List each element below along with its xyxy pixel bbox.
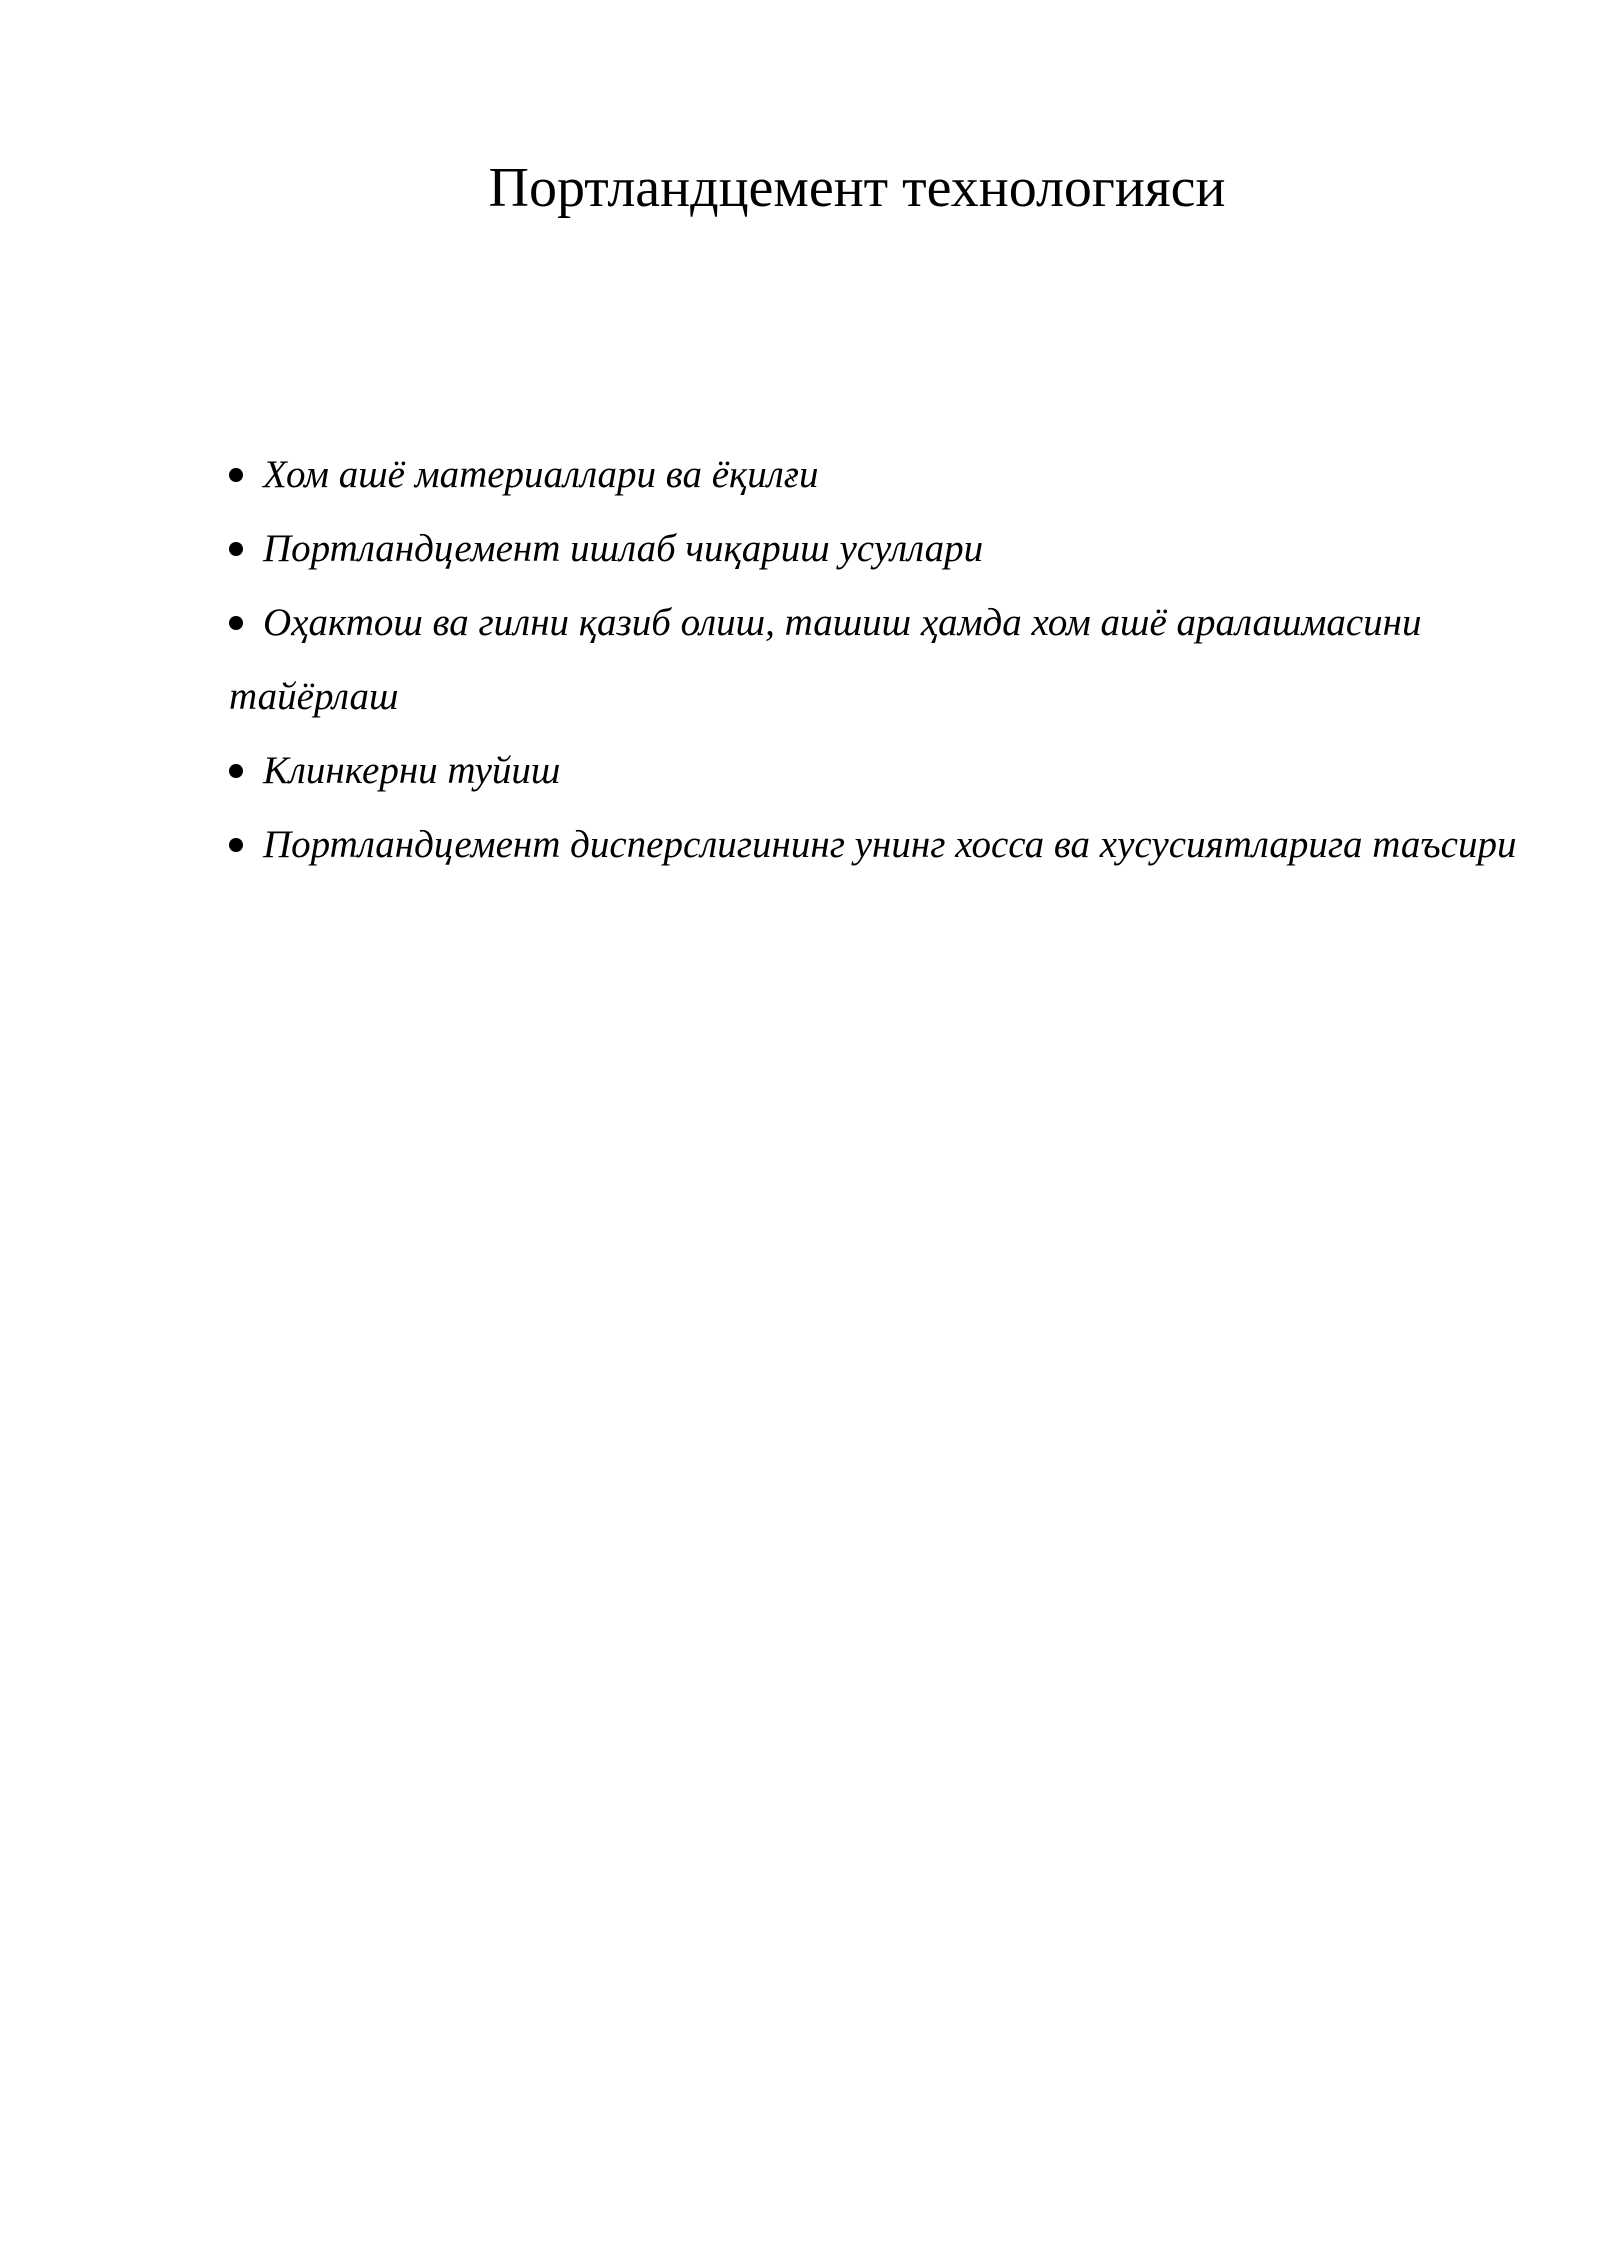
bullet-icon [229, 468, 243, 482]
list-item [229, 512, 1519, 586]
list-item [229, 808, 1519, 882]
topic-text: Оҳактош ва гилни қазиб олиш, ташиш ҳамда хом ашё аралашмасини тайёрлаш [229, 601, 1422, 718]
topic-text: Клинкерни туйиш [263, 749, 561, 792]
bullet-icon [229, 542, 243, 556]
topic-list [229, 438, 1519, 882]
topic-text: Портландцемент ишлаб чиқариш усуллари [263, 527, 984, 570]
list-item [229, 586, 1519, 734]
page-title: Портландцемент технологияси [488, 157, 1226, 219]
topic-text: Портландцемент дисперслигининг унинг хосса ва хусусиятларига таъсири [263, 823, 1517, 866]
bullet-icon [229, 838, 243, 852]
bullet-icon [229, 616, 243, 630]
topic-text: Хом ашё материаллари ва ёқилғи [263, 453, 819, 496]
bullet-icon [229, 764, 243, 778]
list-item [229, 438, 1519, 512]
list-item [229, 734, 1519, 808]
